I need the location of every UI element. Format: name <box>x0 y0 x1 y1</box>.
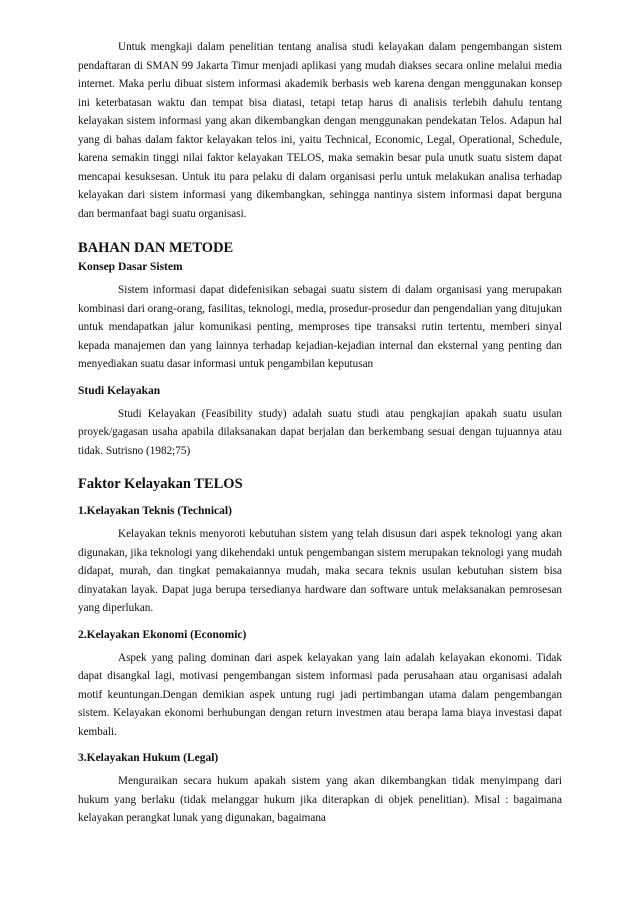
subheading-konsep-dasar-sistem: Konsep Dasar Sistem <box>78 261 183 273</box>
konsep-paragraph: Sistem informasi dapat didefenisikan sebagai suatu sistem di dalam organisasi yang merupakan kombinasi dari orang-orang, fasilitas, teknologi, media, prosedur-prosedur dan pengendalian yang ditujukan untuk mendapatkan jalur komunikasi penting, memproses tipe transaksi rutin tertentu, memberi sinyal kepada manajemen dan yang lainnya terhadap kejadian-kejadian internal dan eksternal yang penting dan menyediakan suatu dasar informasi untuk pengambilan keputusan <box>78 284 562 370</box>
document-page <box>78 38 562 828</box>
subheading-kelayakan-ekonomi: 2.Kelayakan Ekonomi (Economic) <box>78 628 247 641</box>
subheading-kelayakan-hukum: 3.Kelayakan Hukum (Legal) <box>78 752 219 764</box>
studi-paragraph: Studi Kelayakan (Feasibility study) adalah suatu studi atau pengkajian apakah suatu usulan proyek/gagasan usaha apabila dilaksanakan dapat berjalan dan berkembang sesuai dengan tujuannya atau tidak. Sutrisno (1982;75) <box>78 407 562 457</box>
teknis-paragraph: Kelayakan teknis menyoroti kebutuhan sistem yang telah disusun dari aspek teknologi yang akan digunakan, jika teknologi yang dikehendaki untuk pengembangan sistem merupakan teknologi yang mudah didapat, murah, dan tingkat pemakaiannya mudah, maka secara teknis usulan kebutuhan sistem bisa dinyatakan layak. Dapat juga berupa tersedianya hardware dan software untuk melaksanakan pemrosesan yang diperlukan. <box>78 528 562 614</box>
intro-paragraph: Untuk mengkaji dalam penelitian tentang analisa studi kelayakan dalam pengembangan sistem pendaftaran di SMAN 99 Jakarta Timur menjadi aplikasi yang mudah diakses secara online melalui media internet. Maka perlu dibuat sistem informasi akademik berbasis web karena dengan menggunakan konsep ini keterbatasan waktu dan tempat bisa diatasi, tetapi tetap harus di analisis terlebih dahulu tentang kelayakan sistem informasi yang akan dikembangkan dengan menggunakan pendekatan Telos. Adapun hal yang di bahas dalam faktor kelayakan telos ini, yaitu Technical, Economic, Legal, Operational, Schedule, karena semakin tinggi nilai faktor kelayakan TELOS, maka semakin besar pula unutk suatu sistem dapat mencapai kesuksesan. Untuk itu para pelaku di dalam organisasi perlu untuk melakukan analisa terhadap kelayakan dari sistem informasi yang dikembangkan, sehingga nantinya sistem informasi dapat berguna dan bermanfaat bagi suatu organisasi. <box>78 41 562 220</box>
hukum-paragraph: Menguraikan secara hukum apakah sistem yang akan dikembangkan tidak menyimpang dari hukum yang berlaku (tidak melanggar hukum jika diterapkan di objek penelitian). Misal : bagaimana kelayakan perangkat lunak yang digunakan, bagaimana <box>78 775 562 824</box>
section-heading-bahan-dan-metode: BAHAN DAN METODE <box>78 240 234 256</box>
subheading-studi-kelayakan: Studi Kelayakan <box>78 384 161 397</box>
ekonomi-paragraph: Aspek yang paling dominan dari aspek kelayakan yang lain adalah kelayakan ekonomi. Tidak dapat disangkal lagi, motivasi pengembangan sistem informasi pada perusahaan atau organisasi adalah motif keuntungan.Dengan demikian aspek untung rugi jadi pertimbangan utama dalam pengembangan sistem. Kelayakan ekonomi berhubungan dengan return investmen atau berapa lama biaya investasi dapat kembali. <box>78 651 562 738</box>
subheading-kelayakan-teknis: 1.Kelayakan Teknis (Technical) <box>78 505 232 517</box>
section-heading-faktor-kelayakan-telos: Faktor Kelayakan TELOS <box>78 476 243 492</box>
